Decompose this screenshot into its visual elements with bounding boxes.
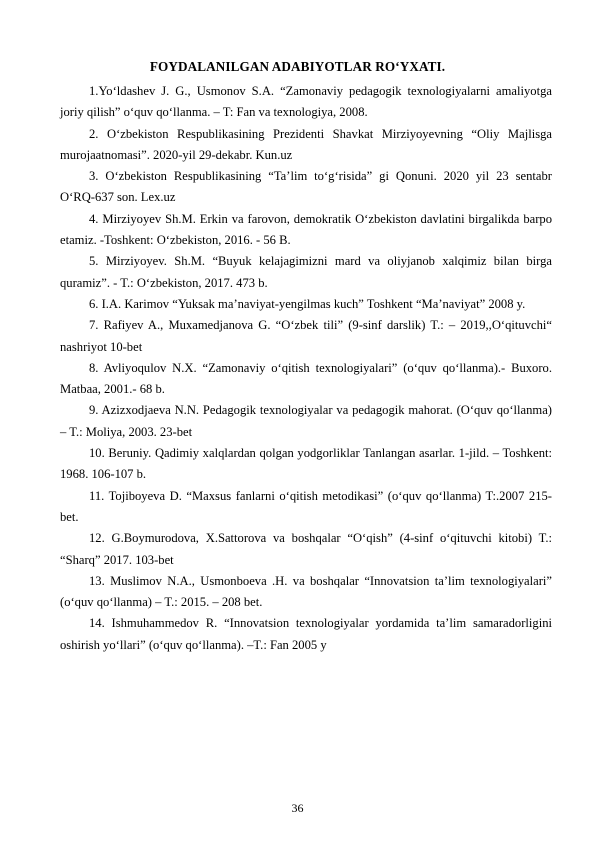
reference-item: 14. Ishmuhammedov R. “Innovatsion texnologiyalar yordamida ta’lim samaradorligini oshirish yo‘llari” (o‘quv qo‘llanma). –T.: Fan 2005 y	[60, 616, 552, 652]
reference-item: 2. O‘zbekiston Respublikasining Prezidenti Shavkat Mirziyoyevning “Oliy Majlisga murojaatnomasi”. 2020-yil 29-dekabr. Kun.uz	[60, 126, 552, 162]
reference-item: 1.Yo‘ldashev J. G., Usmonov S.A. “Zamonaviy pedagogik texnologiyalarni amaliyotga joriy qilish” o‘quv qo‘llanma. – T: Fan va texnologiya, 2008.	[60, 84, 552, 120]
reference-item: 12. G.Boymurodova, X.Sattorova va boshqalar “O‘qish” (4-sinf o‘qituvchi kitobi) T.: “Sharq” 2017. 103-bet	[60, 531, 552, 567]
reference-item: 11. Tojiboyeva D. “Maxsus fanlarni o‘qitish metodikasi” (o‘quv qo‘llanma) T:.2007 215-bet.	[60, 488, 552, 524]
references-heading: FOYDALANILGAN ADABIYOTLAR RO‘YXATI.	[149, 59, 446, 74]
reference-item: 4. Mirziyoyev Sh.M. Erkin va farovon, demokratik O‘zbekiston davlatini birgalikda barpo etamiz. -Toshkent: O‘zbekiston, 2016. - 56 B.	[60, 211, 552, 248]
reference-item: 3. O‘zbekiston Respublikasining “Ta’lim to‘g‘risida” gi Qonuni. 2020 yil 23 sentabr O‘RQ-637 son. Lex.uz	[60, 169, 552, 205]
reference-item: 5. Mirziyoyev. Sh.M. “Buyuk kelajagimizni mard va oliyjanob xalqimiz bilan birga quramiz”. - T.: O‘zbekiston, 2017. 473 b.	[60, 254, 552, 290]
reference-item: 10. Beruniy. Qadimiy xalqlardan qolgan yodgorliklar Tanlangan asarlar. 1-jild. – Toshkent: 1968. 106-107 b.	[60, 446, 552, 482]
page-number: 36	[291, 801, 304, 815]
reference-item: 7. Rafiyev A., Muxamedjanova G. “O‘zbek tili” (9-sinf darslik) T.: – 2019,,O‘qituvchi“ nashriyot 10-bet	[60, 318, 552, 354]
reference-item: 9. Azizxodjaeva N.N. Pedagogik texnologiyalar va pedagogik mahorat. (O‘quv qo‘llanma) – T.: Moliya, 2003. 23-bet	[60, 403, 552, 439]
reference-item: 8. Avliyoqulov N.X. “Zamonaviy o‘qitish texnologiyalari” (o‘quv qo‘llanma).- Buxoro. Matbaa, 2001.- 68 b.	[60, 360, 552, 397]
reference-item: 6. I.A. Karimov “Yuksak ma’naviyat-yengilmas kuch” Toshkent “Ma’naviyat” 2008 y.	[89, 296, 526, 311]
references-list	[60, 81, 552, 656]
reference-item: 13. Muslimov N.A., Usmonboeva .H. va boshqalar “Innovatsion ta’lim texnologiyalari” (o‘quv qo‘llanma) – T.: 2015. – 208 bet.	[60, 573, 552, 610]
